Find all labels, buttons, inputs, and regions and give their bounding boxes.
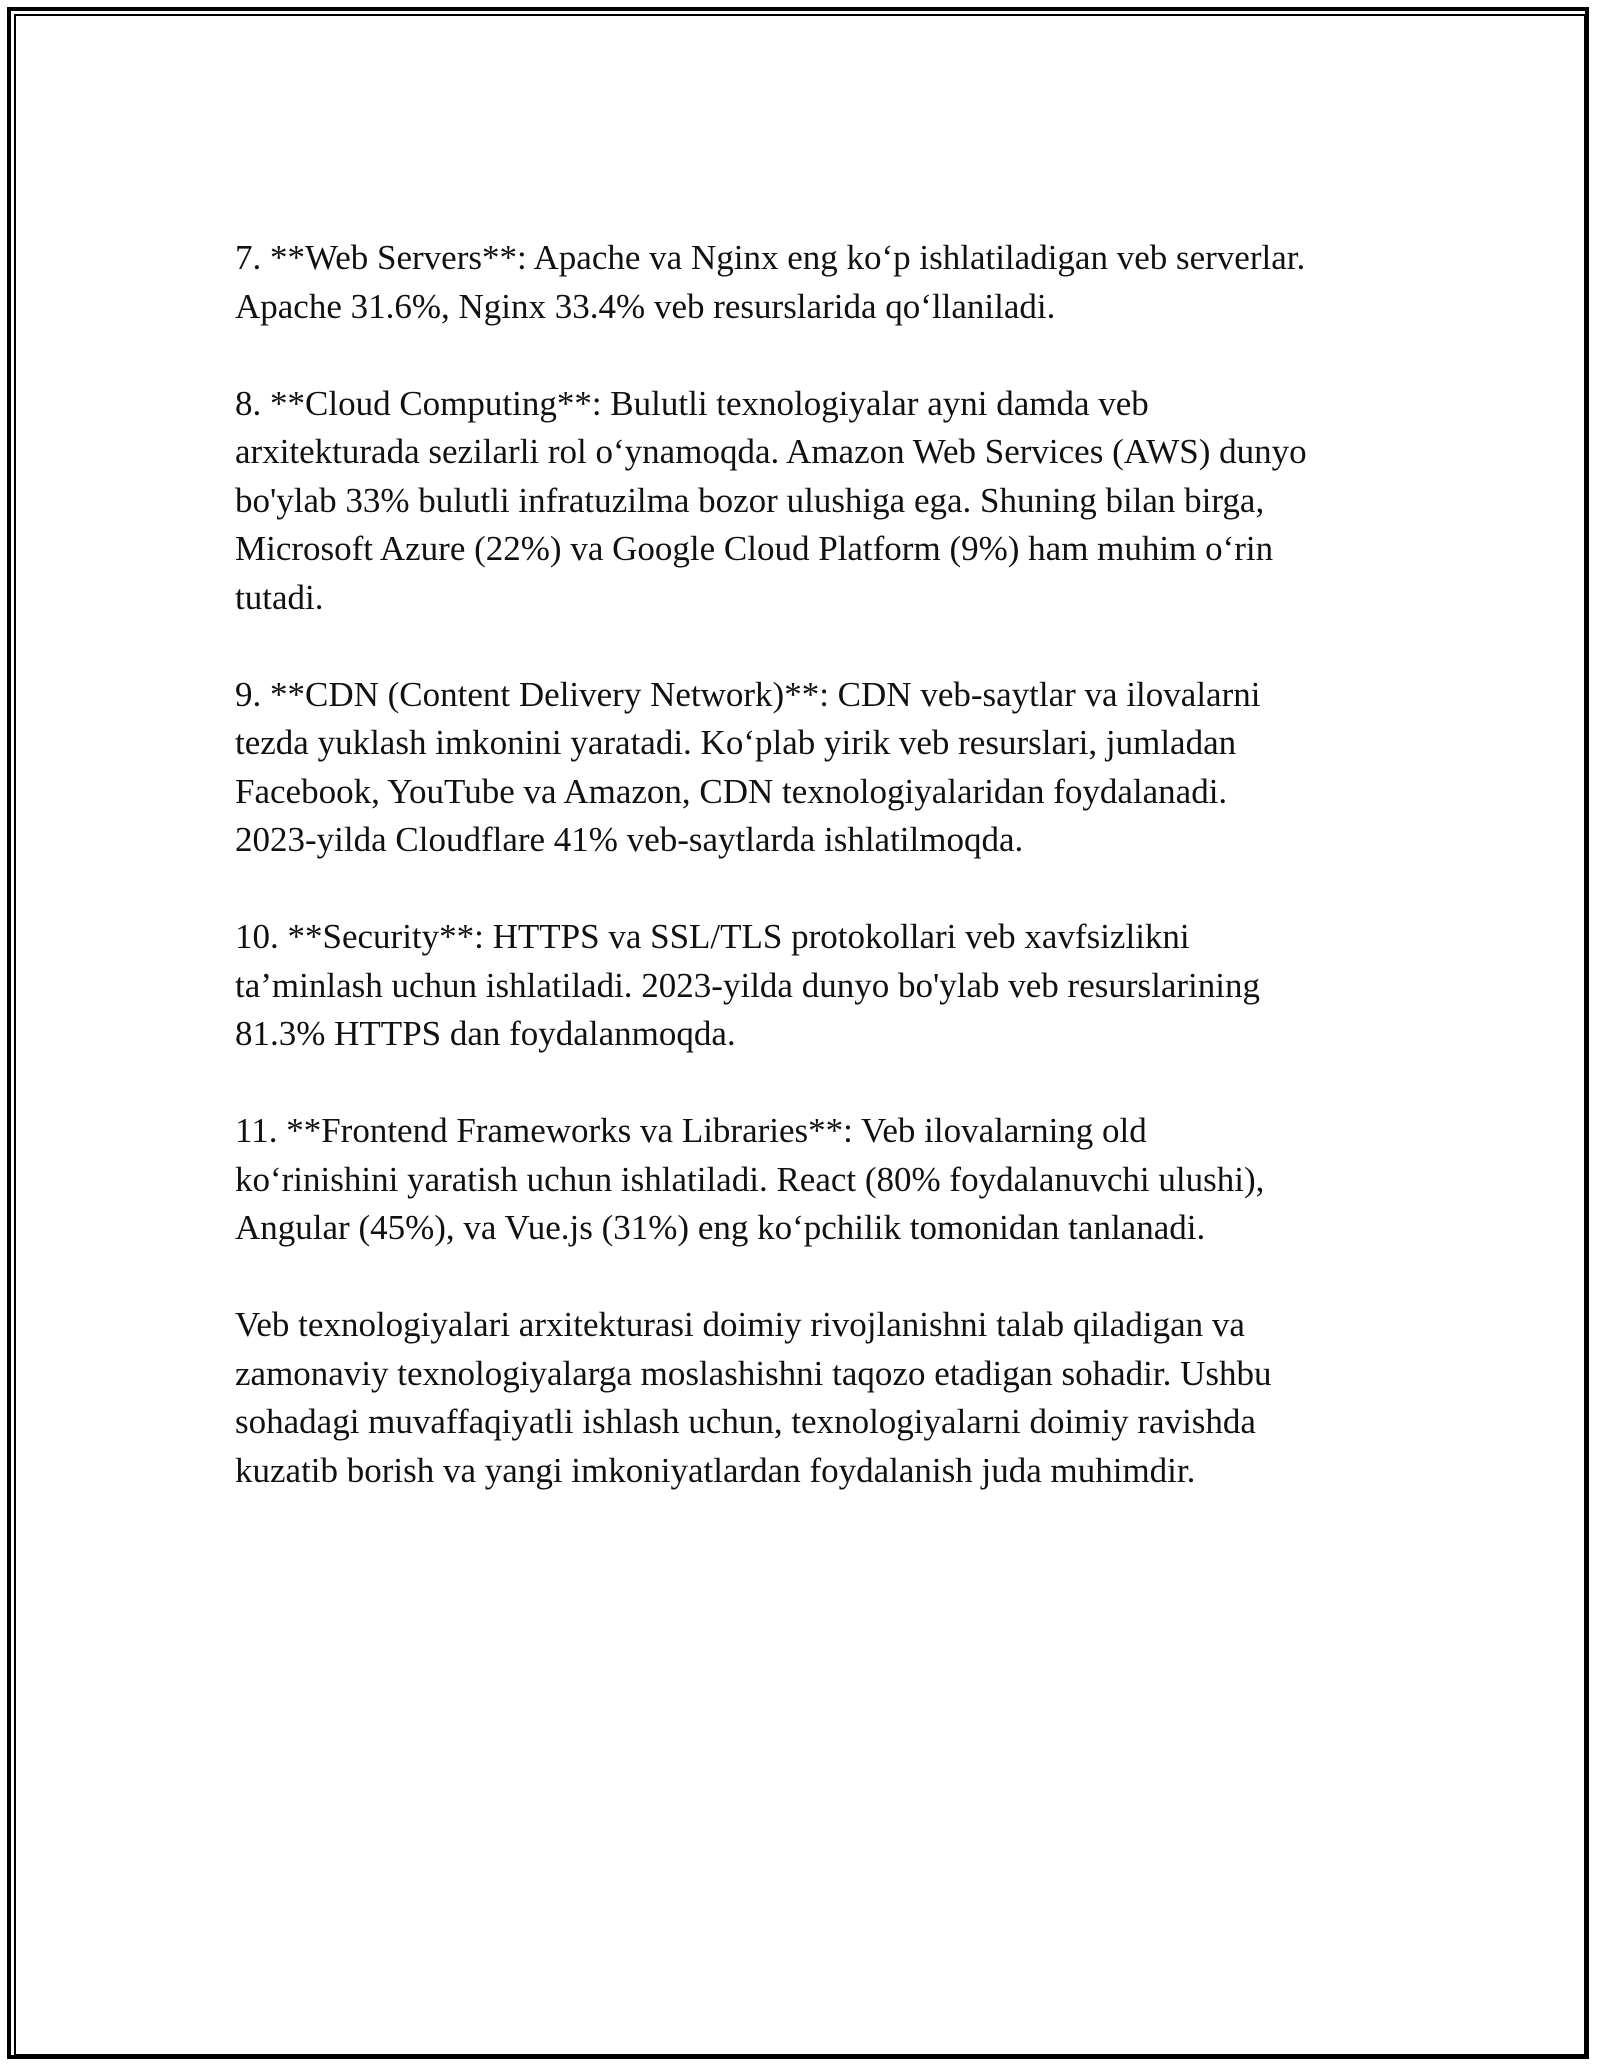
document-body bbox=[235, 234, 1395, 1544]
paragraph-cloud-computing: 8. **Cloud Computing**: Bulutli texnologiyalar ayni damda veb arxitekturada sezilarli rol o‘ynamoqda. Amazon Web Services (AWS) dunyo bo'ylab 33% bulutli infratuzilma bozor ulushiga ega. Shuning bilan birga, Microsoft Azure (22%) va Google Cloud Platform (9%) ham muhim o‘rin tutadi. bbox=[235, 383, 1307, 617]
paragraph-conclusion: Veb texnologiyalari arxitekturasi doimiy rivojlanishni talab qiladigan va zamonaviy texnologiyalarga moslashishni taqozo etadigan sohadir. Ushbu sohadagi muvaffaqiyatli ishlash uchun, texnologiyalarni doimiy ravishda kuzatib borish va yangi imkoniyatlardan foydalanish juda muhimdir. bbox=[235, 1305, 1272, 1490]
paragraph-web-servers: 7. **Web Servers**: Apache va Nginx eng ko‘p ishlatiladigan veb serverlar. Apache 31.6%, Nginx 33.4% veb resurslarida qo‘llaniladi. bbox=[235, 238, 1306, 326]
paragraph-security: 10. **Security**: HTTPS va SSL/TLS protokollari veb xavfsizlikni ta’minlash uchun ishlatiladi. 2023-yilda dunyo bo'ylab veb resurslarining 81.3% HTTPS dan foydalanmoqda. bbox=[235, 917, 1260, 1053]
paragraph-frontend-frameworks: 11. **Frontend Frameworks va Libraries**: Veb ilovalarning old ko‘rinishini yaratish uchun ishlatiladi. React (80% foydalanuvchi ulushi), Angular (45%), va Vue.js (31%) eng ko‘pchilik tomonidan tanlanadi. bbox=[235, 1111, 1265, 1247]
paragraph-cdn: 9. **CDN (Content Delivery Network)**: CDN veb-saytlar va ilovalarni tezda yuklash imkonini yaratadi. Ko‘plab yirik veb resurslari, jumladan Facebook, YouTube va Amazon, CDN texnologiyalaridan foydalanadi. 2023-yilda Cloudflare 41% veb-saytlarda ishlatilmoqda. bbox=[235, 674, 1261, 859]
